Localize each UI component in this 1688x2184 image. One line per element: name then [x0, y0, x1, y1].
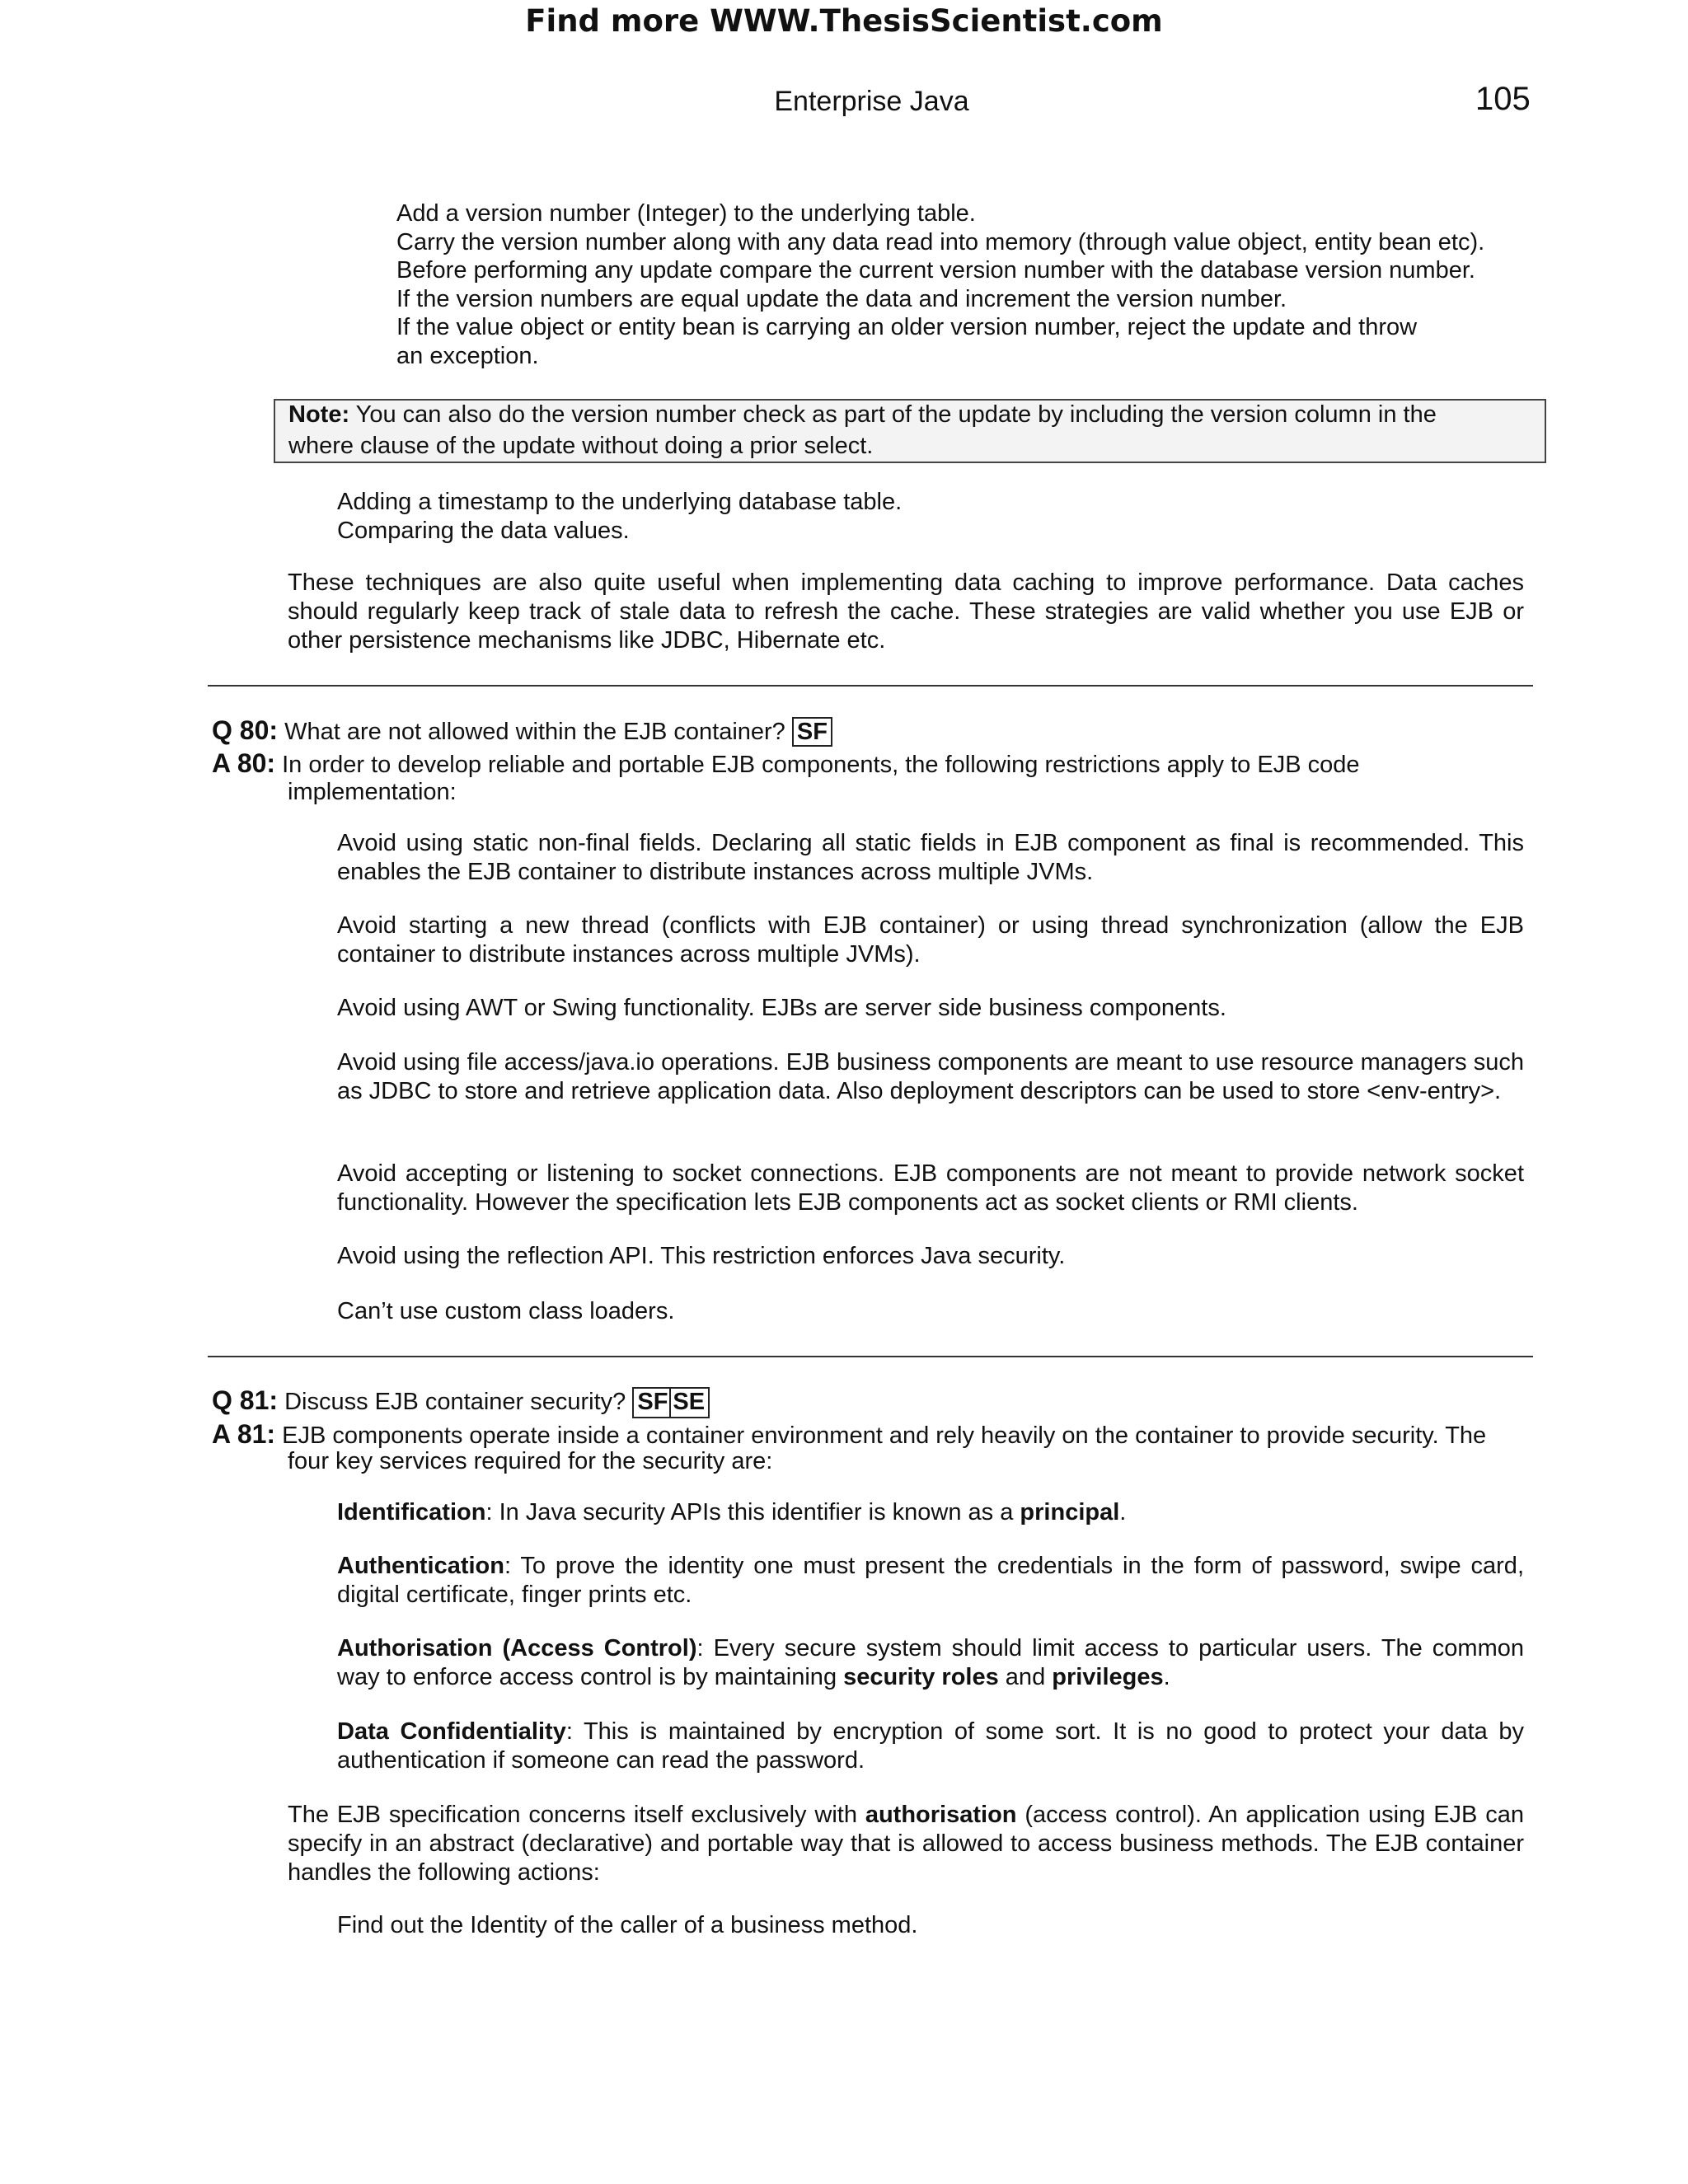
se-tag: SE: [673, 1389, 706, 1415]
service-desc-mid: and: [998, 1664, 1053, 1690]
security-roles-term: security roles: [843, 1664, 999, 1690]
version-step: Add a version number (Integer) to the underlying table.: [396, 200, 976, 227]
a80-line2: implementation:: [288, 779, 457, 805]
spec-para-rest: (access control). An application using EJB can specify in an abstract (declarative) and portable way that is allowed to access business methods. The EJB container handles the following actions:: [288, 1802, 1524, 1886]
version-step: an exception.: [396, 343, 539, 369]
page-number: 105: [1475, 81, 1531, 117]
restriction-item: Avoid using AWT or Swing functionality. EJBs are server side business components.: [337, 995, 1226, 1021]
service-desc-end: .: [1163, 1664, 1170, 1690]
version-step: Carry the version number along with any data read into memory (through value object, entity bean etc).: [396, 229, 1485, 255]
service-desc: : This is maintained by encryption of some sort. It is no good to protect your data by authentication if someone can read the password.: [337, 1718, 1524, 1774]
q81-answer-intro: [212, 1419, 1486, 1450]
spec-paragraph: [288, 1801, 1524, 1887]
service-term: Authorisation (Access Control): [337, 1635, 697, 1661]
service-desc-end: .: [1119, 1499, 1127, 1526]
restriction-item: Avoid using file access/java.io operations. EJB business components are meant to use resource managers such as JDBC to store and retrieve application data. Also deployment descriptors can be used to store <env-entry>.: [337, 1049, 1524, 1104]
tag-separator: [669, 1389, 671, 1417]
q80-label: Q 80:: [212, 715, 279, 745]
service-term: Authentication: [337, 1553, 504, 1579]
a80-label: A 80:: [212, 748, 276, 778]
sf-se-tag: [632, 1387, 710, 1418]
restriction-item: Avoid using static non-final fields. Declaring all static fields in EJB component as final is recommended. This enables the EJB container to distribute instances across multiple JVMs.: [337, 830, 1524, 885]
version-step: If the value object or entity bean is carrying an older version number, reject the update and throw: [396, 314, 1418, 340]
service-identification: [337, 1498, 1524, 1527]
technique-item: Adding a timestamp to the underlying database table.: [337, 489, 903, 515]
service-desc: : In Java security APIs this identifier is known as a: [485, 1499, 1020, 1526]
sf-tag: SF: [792, 717, 832, 747]
a81-line1: EJB components operate inside a container environment and rely heavily on the container to provide security. The: [275, 1422, 1487, 1449]
restriction-item: Avoid starting a new thread (conflicts with EJB container) or using thread synchronization (allow the EJB container to distribute instances across multiple JVMs).: [337, 912, 1524, 968]
q81-question-text: Discuss EJB container security?: [278, 1389, 633, 1415]
service-term: Data Confidentiality: [337, 1718, 566, 1745]
site-banner: Find more WWW.ThesisScientist.com: [525, 3, 1163, 39]
q80-answer-intro: [212, 748, 1359, 779]
spec-para-start: The EJB specification concerns itself exclusively with: [288, 1802, 865, 1828]
note-line1: You can also do the version number check as part of the update by including the version column in the: [349, 401, 1437, 428]
authorisation-term: authorisation: [865, 1802, 1017, 1828]
service-term: Identification: [337, 1499, 486, 1526]
q81-question: [212, 1385, 710, 1418]
note-text: [288, 399, 1533, 462]
a81-label: A 81:: [212, 1419, 276, 1449]
version-step: Before performing any update compare the current version number with the database version number.: [396, 257, 1475, 284]
section-divider: [208, 1356, 1533, 1357]
caching-paragraph: These techniques are also quite useful when implementing data caching to improve performance. Data caches should regularly keep track of stale data to refresh the cache. These strategies are valid whether you use EJB or other persistence mechanisms like JDBC, Hibernate etc.: [288, 569, 1524, 654]
q80-question-text: What are not allowed within the EJB container?: [278, 719, 792, 745]
restriction-item: Avoid using the reflection API. This restriction enforces Java security.: [337, 1243, 1066, 1269]
running-header-title: Enterprise Java: [774, 86, 969, 117]
service-desc: : Every secure system should limit access to particular users. The common way to enforce access control is by maintaining: [337, 1635, 1525, 1690]
sf-tag: SF: [637, 1389, 668, 1415]
a80-line1: In order to develop reliable and portable EJB components, the following restrictions apply to EJB code: [275, 752, 1360, 778]
note-line2: where clause of the update without doing a prior select.: [288, 433, 874, 459]
service-authorisation: [337, 1634, 1524, 1692]
note-label: Note:: [288, 401, 350, 428]
privileges-term: privileges: [1052, 1664, 1164, 1690]
service-confidentiality: [337, 1718, 1524, 1775]
restriction-item: Can’t use custom class loaders.: [337, 1298, 675, 1324]
version-step: If the version numbers are equal update the data and increment the version number.: [396, 286, 1287, 312]
a81-line2: four key services required for the security are:: [288, 1448, 773, 1474]
q81-label: Q 81:: [212, 1385, 279, 1415]
service-authentication: [337, 1552, 1524, 1610]
container-action-item: Find out the Identity of the caller of a business method.: [337, 1912, 918, 1938]
q80-question: [212, 715, 832, 747]
service-desc: : To prove the identity one must present the credentials in the form of password, swipe card, digital certificate, finger prints etc.: [337, 1553, 1524, 1608]
restriction-item: Avoid accepting or listening to socket connections. EJB components are not meant to provide network socket functionality. However the specification lets EJB components act as socket clients or RMI clients.: [337, 1160, 1524, 1216]
section-divider: [208, 685, 1533, 687]
principal-term: principal: [1020, 1499, 1120, 1526]
technique-item: Comparing the data values.: [337, 518, 630, 544]
